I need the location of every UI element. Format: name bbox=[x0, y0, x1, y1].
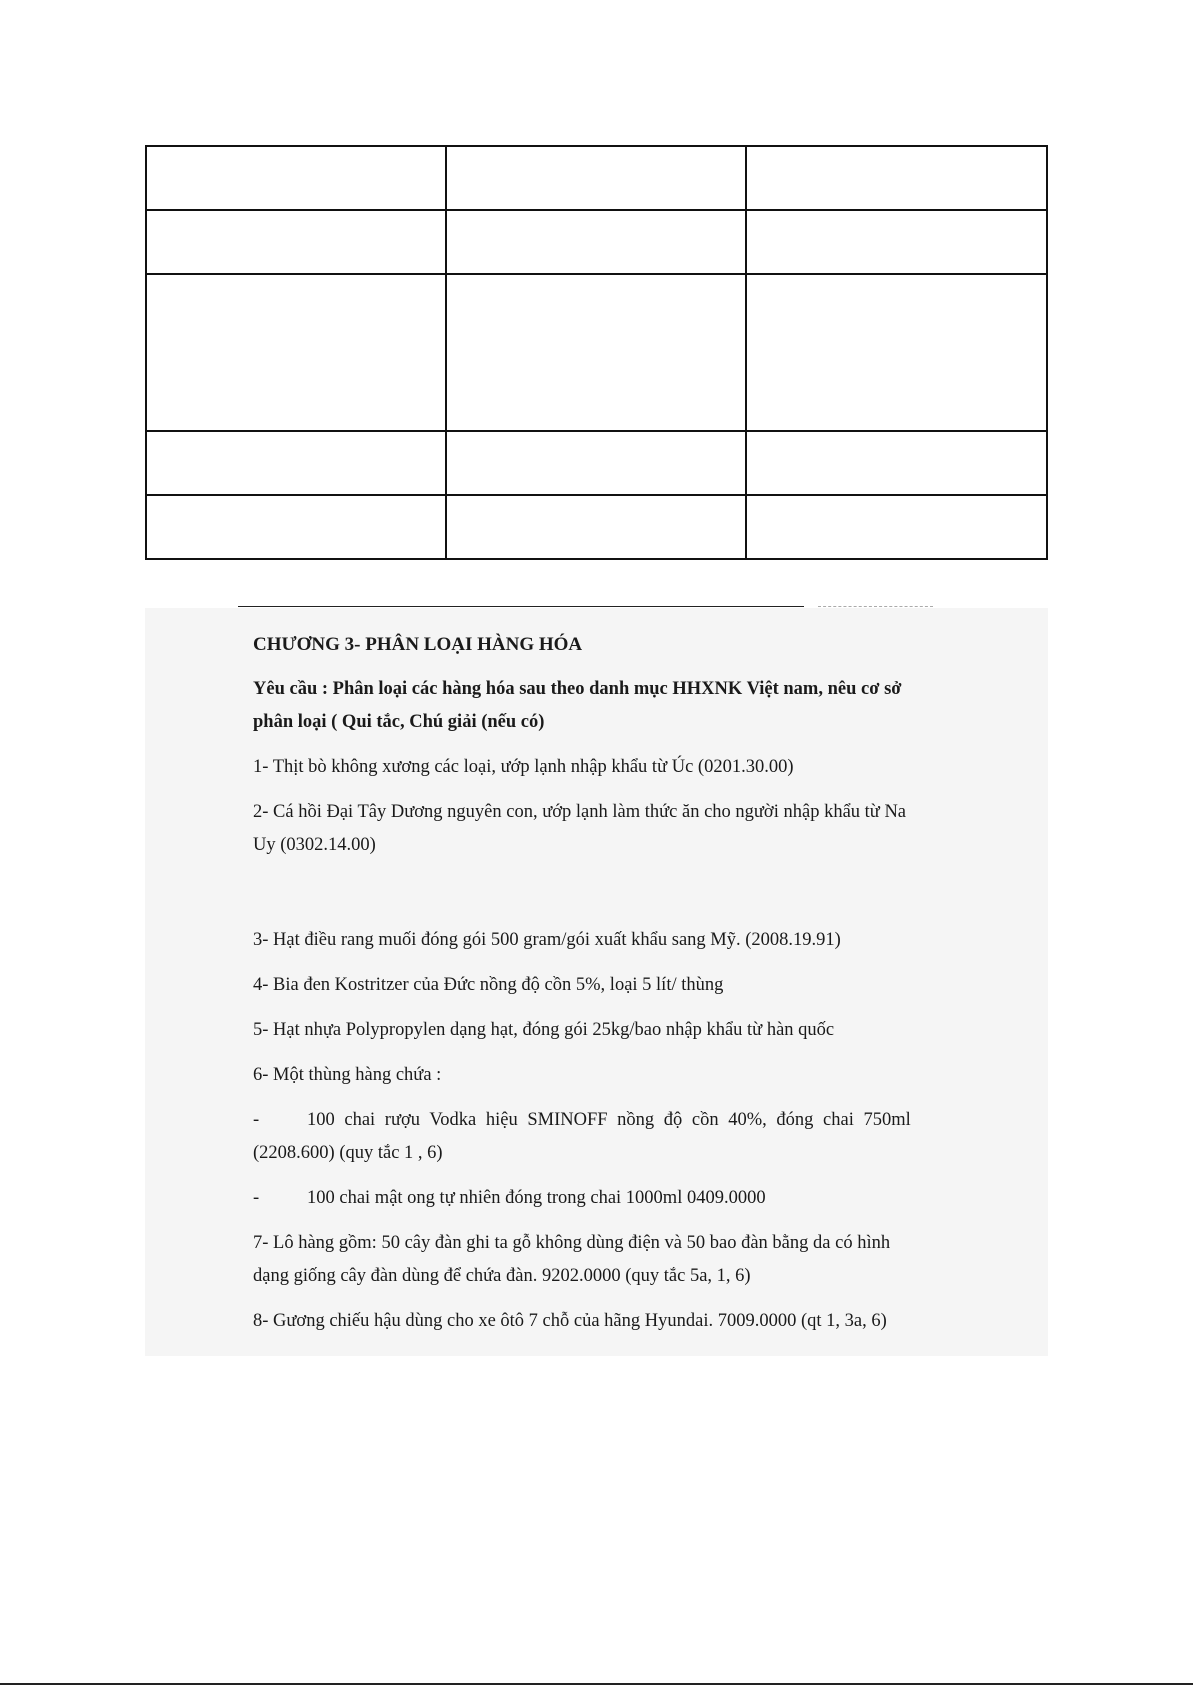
table-cell bbox=[446, 495, 746, 559]
table-cell bbox=[146, 495, 446, 559]
separator-dash bbox=[818, 606, 933, 607]
list-item-6: 6- Một thùng hàng chứa : bbox=[253, 1065, 442, 1085]
list-item-6b-row bbox=[253, 1182, 948, 1215]
dash-bullet: - bbox=[253, 1110, 260, 1130]
table-row bbox=[146, 274, 1047, 431]
list-item-1: 1- Thịt bò không xương các loại, ướp lạnh nhập khẩu từ Úc (0201.30.00) bbox=[253, 757, 794, 777]
list-item-5: 5- Hạt nhựa Polypropylen dạng hạt, đóng gói 25kg/bao nhập khẩu từ hàn quốc bbox=[253, 1020, 835, 1040]
table-row bbox=[146, 431, 1047, 495]
table-cell bbox=[746, 495, 1047, 559]
table-cell bbox=[446, 431, 746, 495]
table-cell bbox=[146, 274, 446, 431]
table-row bbox=[146, 210, 1047, 274]
requirement-line-1: Yêu cầu : Phân loại các hàng hóa sau theo danh mục HHXNK Việt nam, nêu cơ sở bbox=[253, 679, 902, 699]
separator-line bbox=[238, 606, 804, 607]
table-cell bbox=[746, 210, 1047, 274]
list-item-6b-text: 100 chai mật ong tự nhiên đóng trong chai 1000ml 0409.0000 bbox=[307, 1188, 766, 1208]
table-cell bbox=[446, 210, 746, 274]
table-cell bbox=[146, 210, 446, 274]
list-item-2-line-1: 2- Cá hồi Đại Tây Dương nguyên con, ướp lạnh làm thức ăn cho người nhập khẩu từ Na bbox=[253, 802, 907, 822]
chapter-content bbox=[253, 628, 948, 1350]
empty-table bbox=[145, 145, 1048, 560]
list-item-2 bbox=[253, 796, 948, 862]
list-item-8: 8- Gương chiếu hậu dùng cho xe ôtô 7 chỗ của hãng Hyundai. 7009.0000 (qt 1, 3a, 6) bbox=[253, 1311, 887, 1331]
list-item-2-line-2: Uy (0302.14.00) bbox=[253, 835, 376, 855]
list-item-6a-line-2: (2208.600) (quy tắc 1 , 6) bbox=[253, 1143, 443, 1163]
table-cell bbox=[746, 274, 1047, 431]
dash-bullet: - bbox=[253, 1188, 260, 1208]
requirement-text bbox=[253, 673, 948, 739]
table-row bbox=[146, 495, 1047, 559]
list-item-7-line-1: 7- Lô hàng gồm: 50 cây đàn ghi ta gỗ không dùng điện và 50 bao đàn bằng da có hình bbox=[253, 1233, 891, 1253]
list-item-4: 4- Bia đen Kostritzer của Đức nồng độ cồn 5%, loại 5 lít/ thùng bbox=[253, 975, 724, 995]
list-item-7 bbox=[253, 1227, 948, 1293]
spacer bbox=[253, 874, 948, 924]
list-item-3: 3- Hạt điều rang muối đóng gói 500 gram/gói xuất khẩu sang Mỹ. (2008.19.91) bbox=[253, 930, 841, 950]
list-item-6b bbox=[253, 1182, 948, 1215]
list-item-6a-line-1: 100 chai rượu Vodka hiệu SMINOFF nồng độ cồn 40%, đóng chai 750ml bbox=[307, 1110, 911, 1130]
table-cell bbox=[446, 274, 746, 431]
table-cell bbox=[746, 431, 1047, 495]
chapter-title: CHƯƠNG 3- PHÂN LOẠI HÀNG HÓA bbox=[253, 634, 583, 655]
table-cell bbox=[146, 431, 446, 495]
table-cell bbox=[746, 146, 1047, 210]
list-item-6a bbox=[253, 1104, 948, 1170]
requirement-line-2: phân loại ( Qui tắc, Chú giải (nếu có) bbox=[253, 712, 545, 732]
table-row bbox=[146, 146, 1047, 210]
table-cell bbox=[146, 146, 446, 210]
table-cell bbox=[446, 146, 746, 210]
list-item-6a-row bbox=[253, 1104, 948, 1137]
list-item-7-line-2: dạng giống cây đàn dùng để chứa đàn. 9202.0000 (quy tắc 5a, 1, 6) bbox=[253, 1266, 751, 1286]
